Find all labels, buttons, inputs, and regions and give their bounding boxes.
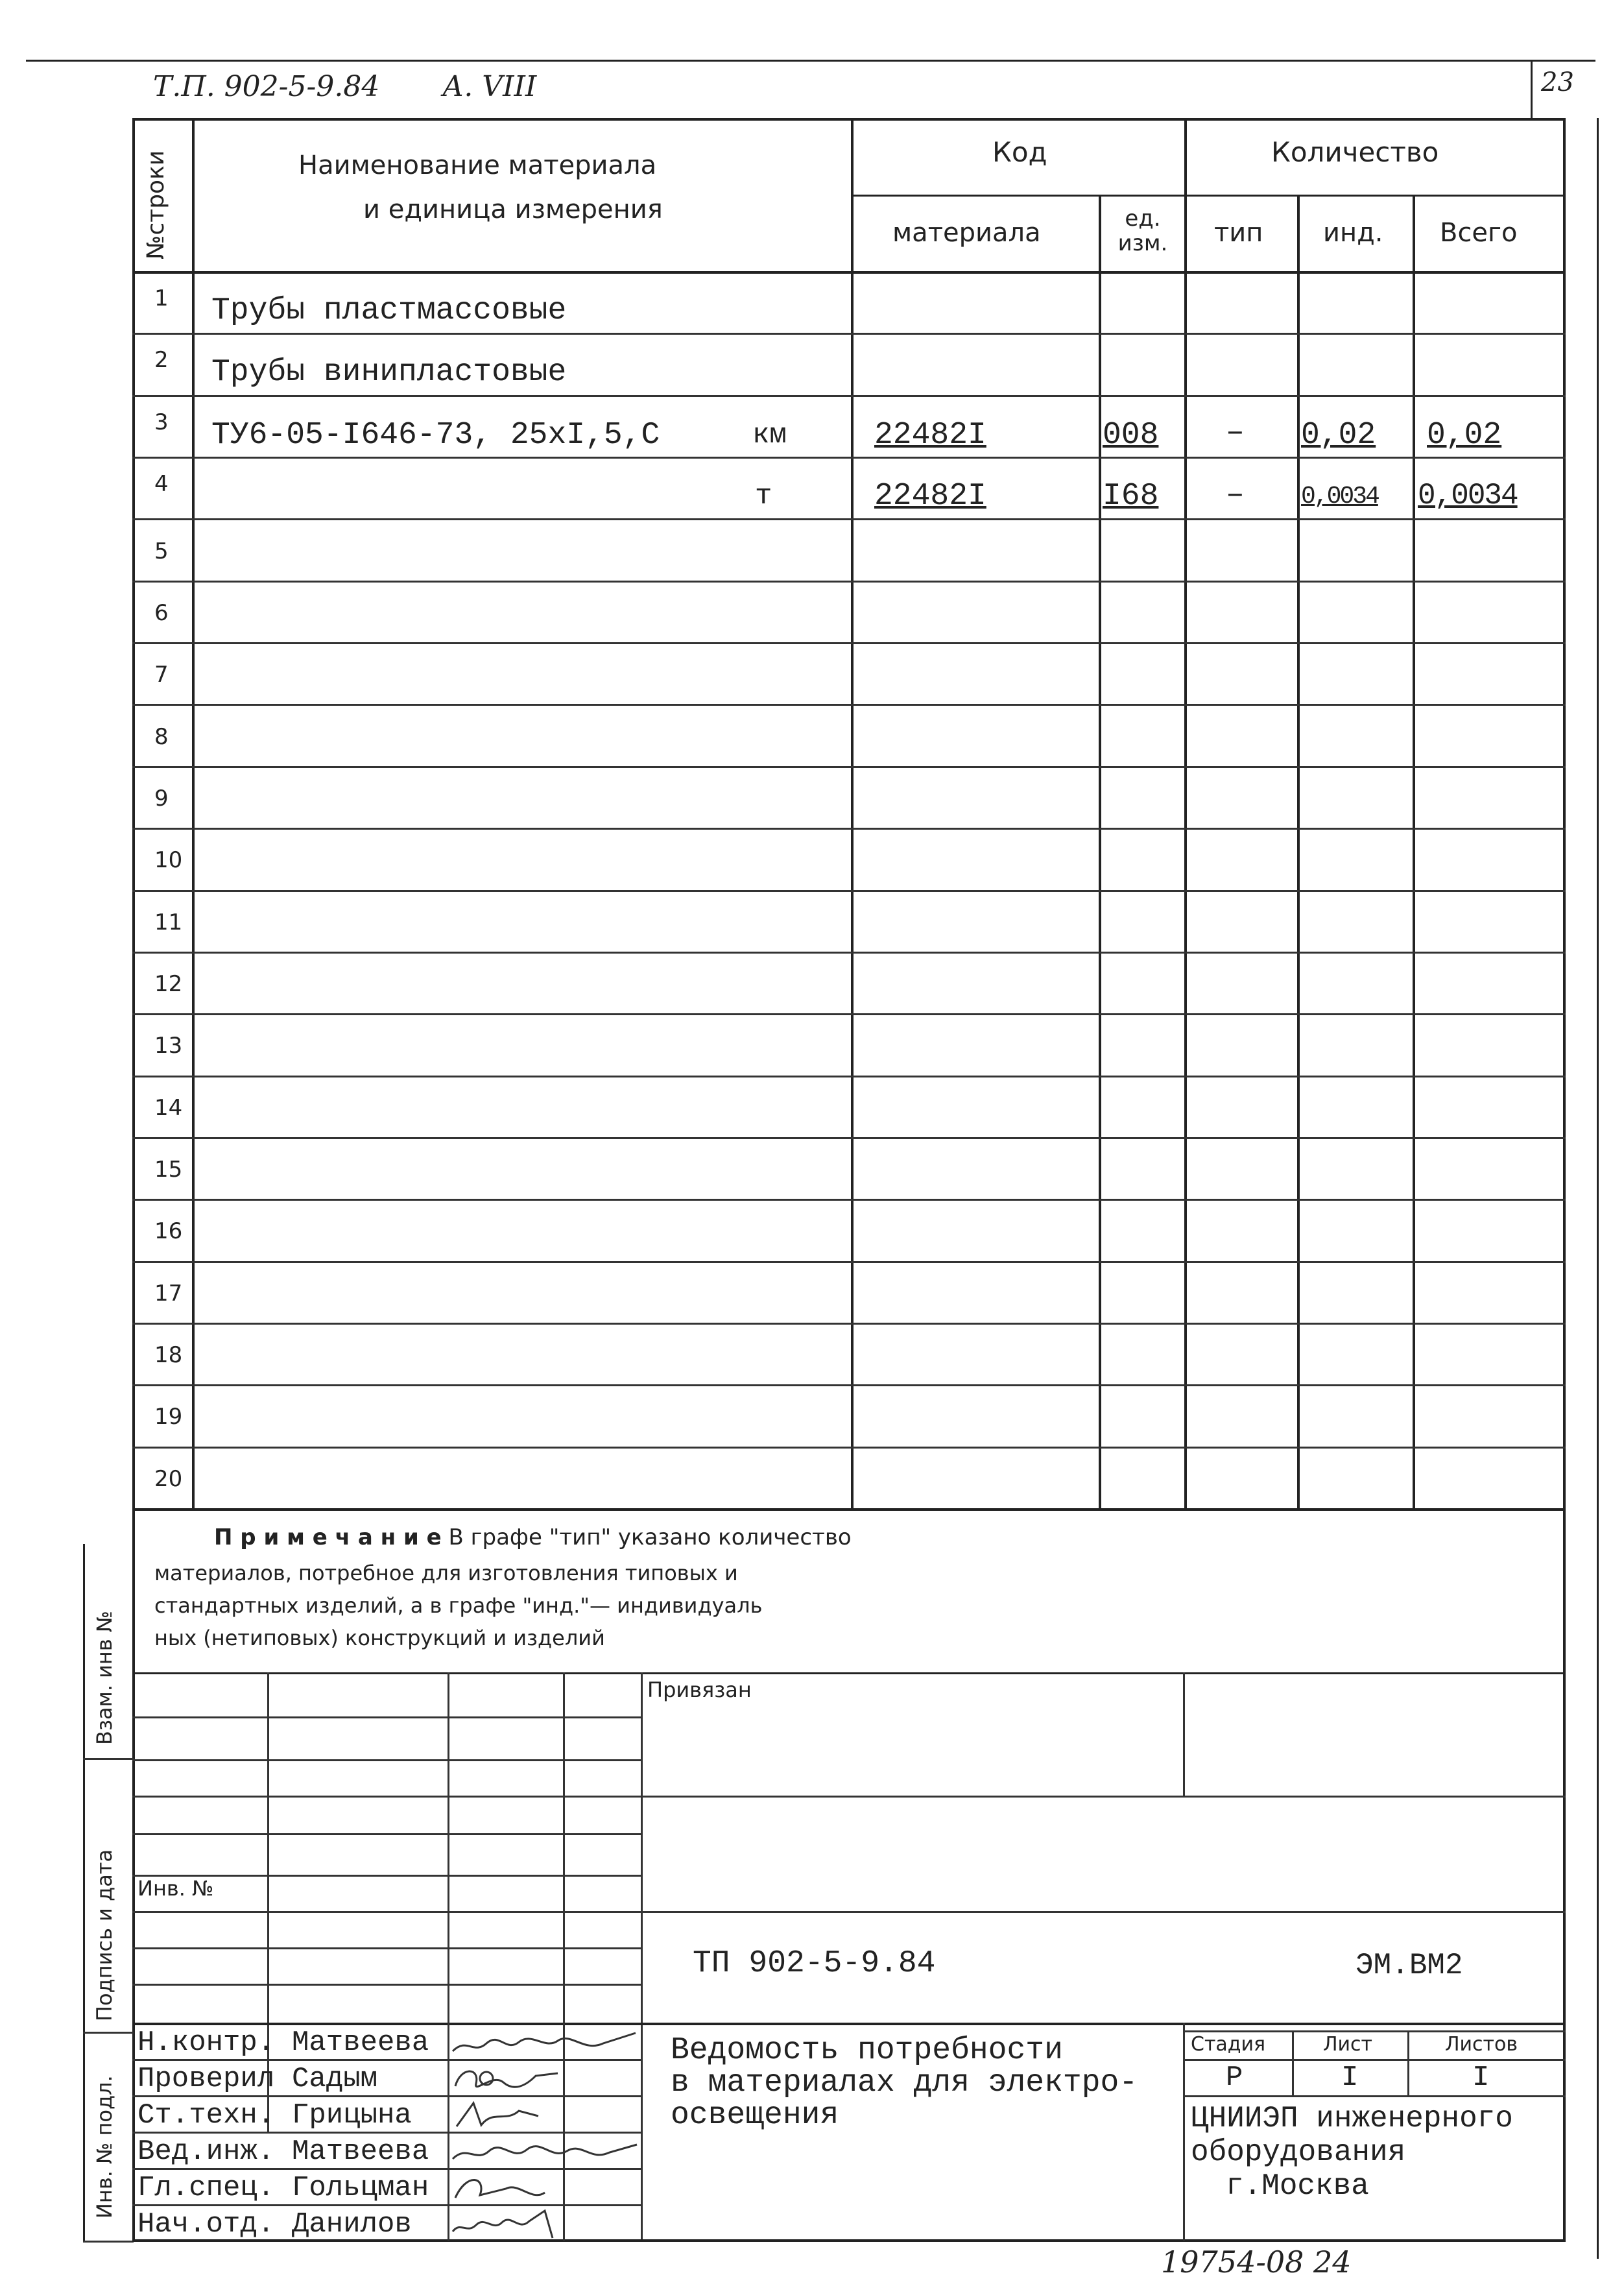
table-row-line <box>132 1261 1566 1263</box>
header-qty: Количество <box>1271 136 1439 168</box>
signature-6 <box>448 2206 564 2242</box>
side-strip-bottom <box>83 2241 134 2243</box>
org-line2: оборудования <box>1191 2136 1406 2169</box>
row-number: 3 <box>154 409 169 435</box>
table-bottom-line <box>132 1508 1566 1511</box>
table-row-line <box>132 395 1566 397</box>
note-text-1: В графе "тип" указано количество <box>448 1524 852 1550</box>
archive-number: 19754-08 24 <box>1161 2244 1352 2280</box>
title-mid-col <box>1183 1672 1185 1796</box>
stage-mid <box>1183 2059 1566 2061</box>
row-number: 14 <box>154 1095 183 1121</box>
row-number: 10 <box>154 847 183 873</box>
col-sep-6 <box>1413 195 1415 1508</box>
row-2-name: Трубы винипластовые <box>211 355 567 390</box>
table-row-line <box>132 1013 1566 1015</box>
header-code-material: материала <box>892 218 1041 248</box>
signer-role: Гл.спец. <box>137 2172 275 2204</box>
row-3-ind: 0,02 <box>1301 418 1376 453</box>
signer-name: Данилов <box>292 2208 412 2241</box>
row-4-total: 0,0034 <box>1418 479 1518 512</box>
row-3-type: – <box>1226 415 1245 450</box>
note-line-1 <box>214 1524 852 1550</box>
header-name-line1: Наименование материала <box>298 150 657 180</box>
header-code-unit: ед. изм. <box>1117 206 1168 256</box>
signature-5 <box>448 2169 564 2206</box>
sig-row-2 <box>132 1759 641 1761</box>
header-name-line2: и единица измерения <box>363 195 663 224</box>
sheet-label: Лист <box>1323 2033 1373 2056</box>
page-right-edge <box>1597 118 1599 2259</box>
row-3-code: 22482I <box>874 418 986 453</box>
sig-row-1 <box>132 1716 641 1718</box>
doc-title-line3: освещения <box>671 2098 839 2133</box>
row-4-unit: т <box>755 480 772 512</box>
header-qty-total: Всего <box>1440 218 1518 248</box>
row-number: 15 <box>154 1157 183 1183</box>
note-lead: П р и м е ч а н и е <box>214 1524 442 1550</box>
header-row-no: №строки <box>143 150 169 259</box>
side-label-inv-podl: Инв. № подл. <box>92 2075 117 2219</box>
stage-col-3 <box>1407 2030 1409 2095</box>
header-qty-type: тип <box>1214 218 1263 248</box>
inv-no-label: Инв. № <box>137 1876 214 1901</box>
row-number: 13 <box>154 1033 183 1059</box>
signer-name: Грицына <box>292 2099 412 2132</box>
col-sep-4 <box>1184 118 1187 1508</box>
row-3-total: 0,02 <box>1427 418 1502 453</box>
stage-label: Стадия <box>1191 2033 1266 2056</box>
album-label: А. VIII <box>442 70 537 103</box>
table-row-line <box>132 828 1566 830</box>
row-3-unit-code: 008 <box>1103 418 1159 453</box>
header-qty-ind: инд. <box>1323 218 1383 248</box>
row-number: 6 <box>154 600 169 626</box>
sheets-label: Листов <box>1445 2033 1518 2056</box>
col-sep-2 <box>851 118 854 1508</box>
sheet-value: I <box>1341 2062 1359 2094</box>
signer-role: Нач.отд. <box>137 2208 275 2241</box>
doc-number <box>693 1946 935 1981</box>
col-sep-3 <box>1099 195 1101 1508</box>
doc-title-line1: Ведомость потребности <box>671 2033 1063 2068</box>
privyazan-label: Привязан <box>647 1678 752 1702</box>
frame-top <box>132 118 1566 121</box>
row-number: 8 <box>154 724 169 750</box>
row-number: 18 <box>154 1342 183 1368</box>
table-row-line <box>132 952 1566 954</box>
signer-name: Садым <box>292 2063 378 2095</box>
col-sep-1 <box>192 118 195 1508</box>
side-strip-sep-2 <box>83 2032 134 2034</box>
table-row-line <box>132 704 1566 706</box>
note-line-3: стандартных изделий, а в графе "инд."— индивидуаль <box>154 1593 763 1618</box>
sig-row-3 <box>132 1796 1566 1798</box>
row-4-ind: 0,0034 <box>1301 483 1378 511</box>
col-sep-5 <box>1297 195 1300 1508</box>
signature-1 <box>448 2024 642 2060</box>
row-number: 12 <box>154 971 183 997</box>
page-number: 23 <box>1541 67 1574 97</box>
row-number: 1 <box>154 285 169 311</box>
side-strip-sep-1 <box>83 1758 134 1760</box>
header-code: Код <box>992 136 1047 168</box>
table-row-line <box>132 333 1566 335</box>
doc-title-line2: в материалах для электро- <box>671 2065 1138 2100</box>
org-line1: ЦНИИЭП инженерного <box>1191 2102 1513 2136</box>
header-mid-line <box>851 195 1564 197</box>
sig-row-8 <box>132 1984 641 1986</box>
row-number: 5 <box>154 538 169 564</box>
stage-top <box>1183 2030 1566 2032</box>
table-row-line <box>132 890 1566 892</box>
note-line-2: материалов, потребное для изготовления типовых и <box>154 1561 738 1585</box>
row-3-name: ТУ6-05-I646-73, 25хI,5,С <box>211 418 660 453</box>
side-label-podpis: Подпись и дата <box>92 1849 117 2021</box>
table-row-line <box>132 1323 1566 1325</box>
table-row-line <box>132 1137 1566 1139</box>
row-4-unit-code: I68 <box>1103 479 1159 514</box>
sig-row-9 <box>132 2023 1566 2025</box>
stage-col-2 <box>1292 2030 1294 2095</box>
table-row-line <box>132 457 1566 459</box>
doc-number-text: ТП 902-5-9.84 <box>693 1946 936 1981</box>
row-number: 7 <box>154 662 169 688</box>
top-border <box>26 60 1595 62</box>
stage-col-1 <box>1183 2023 1185 2241</box>
signature-2 <box>448 2060 564 2097</box>
sheets-value: I <box>1472 2062 1490 2094</box>
page-number-divider <box>1531 60 1533 118</box>
stage-bottom <box>1183 2095 1566 2097</box>
note-line-4: ных (нетиповых) конструкций и изделий <box>154 1626 605 1650</box>
sheet-code: ЭМ.ВМ2 <box>1355 1949 1463 1982</box>
sig-row-6 <box>132 1911 1566 1913</box>
row-number: 9 <box>154 786 169 812</box>
row-4-type: – <box>1226 477 1245 512</box>
row-number: 20 <box>154 1466 183 1492</box>
sig-row-7 <box>132 1947 641 1949</box>
side-label-vzam: Взам. инв № <box>92 1610 117 1745</box>
signer-role: Н.контр. <box>137 2027 275 2059</box>
doc-code: Т.П. 902-5-9.84 <box>153 70 380 103</box>
row-4-code: 22482I <box>874 479 986 514</box>
signer-role: Ст.техн. <box>137 2099 275 2132</box>
signature-3 <box>448 2097 564 2133</box>
signer-role: Проверил <box>137 2063 275 2095</box>
org-line3: г.Москва <box>1226 2169 1369 2203</box>
row-number: 2 <box>154 347 169 373</box>
signer-name: Матвеева <box>292 2027 429 2059</box>
stage-value: Р <box>1226 2062 1243 2094</box>
header-bottom-line <box>132 271 1566 274</box>
row-3-unit: км <box>752 419 787 451</box>
row-number: 11 <box>154 909 183 935</box>
table-row-line <box>132 766 1566 768</box>
row-number: 19 <box>154 1404 183 1430</box>
row-number: 16 <box>154 1218 183 1244</box>
table-row-line <box>132 1384 1566 1386</box>
signer-name: Гольцман <box>292 2172 429 2204</box>
table-row-line <box>132 1199 1566 1201</box>
frame-right <box>1563 118 1566 2241</box>
row-number: 4 <box>154 471 169 497</box>
table-row-line <box>132 581 1566 583</box>
signer-name: Матвеева <box>292 2136 429 2168</box>
frame-left <box>132 118 135 2241</box>
table-row-line <box>132 1447 1566 1449</box>
table-row-line <box>132 518 1566 520</box>
table-row-line <box>132 1076 1566 1077</box>
side-strip-left <box>83 1544 85 2241</box>
signer-role: Вед.инж. <box>137 2136 275 2168</box>
row-number: 17 <box>154 1281 183 1306</box>
title-block-top <box>132 1672 1566 1674</box>
table-row-line <box>132 642 1566 644</box>
signature-4 <box>448 2133 642 2169</box>
row-1-name: Трубы пластмассовые <box>211 293 567 328</box>
sig-row-4 <box>132 1833 641 1835</box>
